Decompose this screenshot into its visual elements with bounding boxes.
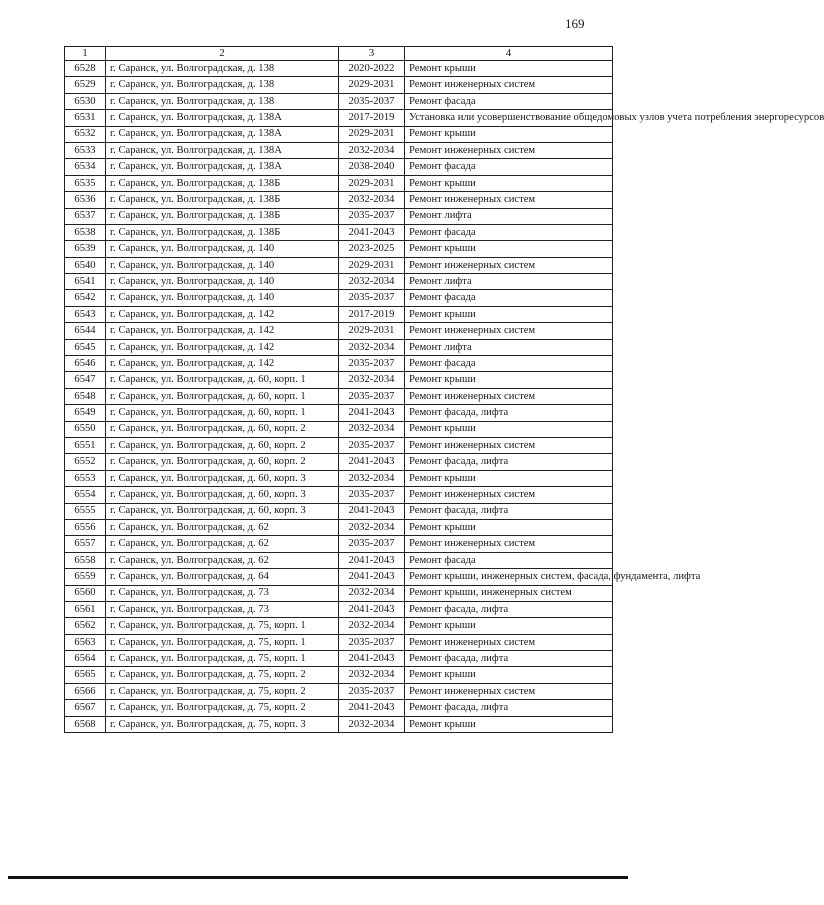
- row-years: 2017-2019: [339, 110, 405, 126]
- row-address: г. Саранск, ул. Волгоградская, д. 75, корп. 1: [106, 618, 339, 634]
- table-row: [65, 323, 613, 339]
- row-number: 6541: [65, 274, 106, 290]
- row-address: г. Саранск, ул. Волгоградская, д. 73: [106, 601, 339, 617]
- row-years: 2041-2043: [339, 569, 405, 585]
- row-work-type: Ремонт крыши: [405, 126, 613, 142]
- row-work-type: Ремонт инженерных систем: [405, 192, 613, 208]
- row-work-type: Ремонт крыши: [405, 372, 613, 388]
- row-work-type: Ремонт фасада: [405, 224, 613, 240]
- row-address: г. Саранск, ул. Волгоградская, д. 75, корп. 2: [106, 683, 339, 699]
- row-work-type: Ремонт инженерных систем: [405, 257, 613, 273]
- row-years: 2023-2025: [339, 241, 405, 257]
- table-row: [65, 339, 613, 355]
- row-address: г. Саранск, ул. Волгоградская, д. 138А: [106, 126, 339, 142]
- table-row: [65, 503, 613, 519]
- row-address: г. Саранск, ул. Волгоградская, д. 62: [106, 552, 339, 568]
- row-number: 6536: [65, 192, 106, 208]
- row-years: 2020-2022: [339, 61, 405, 77]
- table-row: [65, 601, 613, 617]
- row-number: 6565: [65, 667, 106, 683]
- row-work-type: Ремонт крыши: [405, 306, 613, 322]
- row-number: 6559: [65, 569, 106, 585]
- row-number: 6534: [65, 159, 106, 175]
- row-address: г. Саранск, ул. Волгоградская, д. 142: [106, 356, 339, 372]
- table-row: [65, 356, 613, 372]
- row-number: 6545: [65, 339, 106, 355]
- row-work-type: Ремонт крыши: [405, 421, 613, 437]
- row-number: 6533: [65, 142, 106, 158]
- row-work-type: Ремонт инженерных систем: [405, 388, 613, 404]
- row-work-type: Ремонт крыши: [405, 470, 613, 486]
- row-number: 6554: [65, 487, 106, 503]
- row-work-type: Ремонт фасада, лифта: [405, 405, 613, 421]
- row-address: г. Саранск, ул. Волгоградская, д. 60, корп. 1: [106, 388, 339, 404]
- row-years: 2032-2034: [339, 585, 405, 601]
- table-row: [65, 470, 613, 486]
- table-row: [65, 454, 613, 470]
- row-years: 2032-2034: [339, 519, 405, 535]
- row-work-type: Ремонт инженерных систем: [405, 77, 613, 93]
- table-row: [65, 683, 613, 699]
- table-row: [65, 569, 613, 585]
- row-work-type: Ремонт фасада: [405, 290, 613, 306]
- row-years: 2032-2034: [339, 618, 405, 634]
- row-work-type: Ремонт инженерных систем: [405, 323, 613, 339]
- row-work-type: Ремонт лифта: [405, 208, 613, 224]
- row-number: 6564: [65, 651, 106, 667]
- row-years: 2029-2031: [339, 126, 405, 142]
- row-number: 6567: [65, 700, 106, 716]
- table-row: [65, 405, 613, 421]
- row-number: 6547: [65, 372, 106, 388]
- row-address: г. Саранск, ул. Волгоградская, д. 73: [106, 585, 339, 601]
- table-body: [65, 61, 824, 733]
- row-number: 6551: [65, 437, 106, 453]
- row-number: 6535: [65, 175, 106, 191]
- row-number: 6548: [65, 388, 106, 404]
- row-address: г. Саранск, ул. Волгоградская, д. 138: [106, 77, 339, 93]
- row-address: г. Саранск, ул. Волгоградская, д. 140: [106, 257, 339, 273]
- table-row: [65, 667, 613, 683]
- table-row: [65, 716, 613, 732]
- header-col-4: 4: [405, 47, 613, 61]
- row-work-type: Ремонт фасада, лифта: [405, 454, 613, 470]
- row-address: г. Саранск, ул. Волгоградская, д. 60, корп. 1: [106, 405, 339, 421]
- table-row: [65, 241, 613, 257]
- row-work-type: Ремонт фасада, лифта: [405, 651, 613, 667]
- table-row: [65, 634, 613, 650]
- row-number: 6550: [65, 421, 106, 437]
- row-number: 6558: [65, 552, 106, 568]
- header-col-3: 3: [339, 47, 405, 61]
- table-row: [65, 208, 613, 224]
- row-years: 2029-2031: [339, 175, 405, 191]
- table-row: [65, 651, 613, 667]
- table-row: [65, 388, 613, 404]
- row-number: 6555: [65, 503, 106, 519]
- page-number: 169: [565, 16, 585, 31]
- row-address: г. Саранск, ул. Волгоградская, д. 60, корп. 3: [106, 503, 339, 519]
- row-years: 2035-2037: [339, 487, 405, 503]
- table-row: [65, 257, 613, 273]
- row-address: г. Саранск, ул. Волгоградская, д. 138: [106, 61, 339, 77]
- row-years: 2035-2037: [339, 388, 405, 404]
- row-address: г. Саранск, ул. Волгоградская, д. 60, корп. 3: [106, 470, 339, 486]
- row-years: 2032-2034: [339, 667, 405, 683]
- row-address: г. Саранск, ул. Волгоградская, д. 138Б: [106, 208, 339, 224]
- row-address: г. Саранск, ул. Волгоградская, д. 75, корп. 1: [106, 634, 339, 650]
- table-row: [65, 175, 613, 191]
- row-address: г. Саранск, ул. Волгоградская, д. 75, корп. 2: [106, 700, 339, 716]
- row-years: 2041-2043: [339, 601, 405, 617]
- row-work-type: Установка или усовершенствование общедомовых узлов учета потребления энергоресурсов: [405, 110, 613, 126]
- table-header: [65, 47, 613, 61]
- row-number: 6561: [65, 601, 106, 617]
- table-row: [65, 110, 613, 126]
- row-number: 6542: [65, 290, 106, 306]
- row-years: 2032-2034: [339, 716, 405, 732]
- table-row: [65, 700, 613, 716]
- row-work-type: Ремонт крыши: [405, 61, 613, 77]
- table-row: [65, 77, 613, 93]
- row-work-type: Ремонт крыши, инженерных систем, фасада, фундамента, лифта: [405, 569, 613, 585]
- row-years: 2035-2037: [339, 683, 405, 699]
- row-address: г. Саранск, ул. Волгоградская, д. 75, корп. 2: [106, 667, 339, 683]
- row-years: 2032-2034: [339, 192, 405, 208]
- row-years: 2032-2034: [339, 421, 405, 437]
- row-address: г. Саранск, ул. Волгоградская, д. 142: [106, 323, 339, 339]
- row-number: 6539: [65, 241, 106, 257]
- row-years: 2041-2043: [339, 224, 405, 240]
- row-address: г. Саранск, ул. Волгоградская, д. 140: [106, 290, 339, 306]
- row-address: г. Саранск, ул. Волгоградская, д. 60, корп. 2: [106, 454, 339, 470]
- row-address: г. Саранск, ул. Волгоградская, д. 142: [106, 306, 339, 322]
- row-years: 2032-2034: [339, 142, 405, 158]
- table-row: [65, 536, 613, 552]
- row-work-type: Ремонт инженерных систем: [405, 683, 613, 699]
- row-address: г. Саранск, ул. Волгоградская, д. 138: [106, 93, 339, 109]
- table-row: [65, 159, 613, 175]
- row-years: 2032-2034: [339, 372, 405, 388]
- row-address: г. Саранск, ул. Волгоградская, д. 60, корп. 3: [106, 487, 339, 503]
- row-work-type: Ремонт крыши: [405, 175, 613, 191]
- row-years: 2029-2031: [339, 257, 405, 273]
- table-row: [65, 519, 613, 535]
- header-row: [65, 47, 613, 61]
- table-row: [65, 93, 613, 109]
- row-years: 2041-2043: [339, 700, 405, 716]
- row-years: 2041-2043: [339, 651, 405, 667]
- row-years: 2035-2037: [339, 634, 405, 650]
- table-row: [65, 61, 613, 77]
- row-number: 6552: [65, 454, 106, 470]
- row-years: 2035-2037: [339, 290, 405, 306]
- row-work-type: Ремонт инженерных систем: [405, 142, 613, 158]
- row-number: 6529: [65, 77, 106, 93]
- row-years: 2041-2043: [339, 454, 405, 470]
- row-work-type: Ремонт крыши: [405, 667, 613, 683]
- row-address: г. Саранск, ул. Волгоградская, д. 138Б: [106, 175, 339, 191]
- row-address: г. Саранск, ул. Волгоградская, д. 138А: [106, 142, 339, 158]
- table-row: [65, 126, 613, 142]
- row-number: 6557: [65, 536, 106, 552]
- row-number: 6563: [65, 634, 106, 650]
- row-work-type: Ремонт фасада, лифта: [405, 700, 613, 716]
- row-years: 2041-2043: [339, 552, 405, 568]
- row-years: 2041-2043: [339, 503, 405, 519]
- row-work-type: Ремонт фасада: [405, 356, 613, 372]
- row-number: 6562: [65, 618, 106, 634]
- table-row: [65, 290, 613, 306]
- row-number: 6543: [65, 306, 106, 322]
- table-row: [65, 372, 613, 388]
- repair-schedule-table: [64, 46, 824, 733]
- row-years: 2032-2034: [339, 274, 405, 290]
- row-address: г. Саранск, ул. Волгоградская, д. 142: [106, 339, 339, 355]
- row-number: 6538: [65, 224, 106, 240]
- row-number: 6560: [65, 585, 106, 601]
- row-address: г. Саранск, ул. Волгоградская, д. 60, корп. 2: [106, 421, 339, 437]
- row-years: 2029-2031: [339, 77, 405, 93]
- table-row: [65, 224, 613, 240]
- table-row: [65, 437, 613, 453]
- row-address: г. Саранск, ул. Волгоградская, д. 62: [106, 536, 339, 552]
- row-number: 6532: [65, 126, 106, 142]
- row-address: г. Саранск, ул. Волгоградская, д. 138А: [106, 110, 339, 126]
- row-number: 6537: [65, 208, 106, 224]
- row-work-type: Ремонт крыши: [405, 618, 613, 634]
- table-row: [65, 552, 613, 568]
- row-address: г. Саранск, ул. Волгоградская, д. 138Б: [106, 192, 339, 208]
- row-number: 6530: [65, 93, 106, 109]
- row-years: 2035-2037: [339, 437, 405, 453]
- row-years: 2029-2031: [339, 323, 405, 339]
- row-work-type: Ремонт инженерных систем: [405, 634, 613, 650]
- table-row: [65, 585, 613, 601]
- row-work-type: Ремонт инженерных систем: [405, 536, 613, 552]
- row-work-type: Ремонт крыши: [405, 716, 613, 732]
- table-row: [65, 274, 613, 290]
- row-number: 6549: [65, 405, 106, 421]
- row-address: г. Саранск, ул. Волгоградская, д. 75, корп. 1: [106, 651, 339, 667]
- row-address: г. Саранск, ул. Волгоградская, д. 75, корп. 3: [106, 716, 339, 732]
- row-number: 6566: [65, 683, 106, 699]
- row-work-type: Ремонт фасада: [405, 552, 613, 568]
- row-address: г. Саранск, ул. Волгоградская, д. 60, корп. 2: [106, 437, 339, 453]
- table-row: [65, 618, 613, 634]
- table-row: [65, 306, 613, 322]
- row-number: 6531: [65, 110, 106, 126]
- row-years: 2032-2034: [339, 339, 405, 355]
- table-row: [65, 192, 613, 208]
- row-years: 2035-2037: [339, 208, 405, 224]
- table-row: [65, 142, 613, 158]
- row-number: 6553: [65, 470, 106, 486]
- row-number: 6544: [65, 323, 106, 339]
- table-row: [65, 421, 613, 437]
- row-number: 6540: [65, 257, 106, 273]
- table-row: [65, 487, 613, 503]
- row-address: г. Саранск, ул. Волгоградская, д. 64: [106, 569, 339, 585]
- row-address: г. Саранск, ул. Волгоградская, д. 62: [106, 519, 339, 535]
- row-work-type: Ремонт крыши: [405, 241, 613, 257]
- bottom-rule: [8, 876, 628, 879]
- row-address: г. Саранск, ул. Волгоградская, д. 138Б: [106, 224, 339, 240]
- header-col-2: 2: [106, 47, 339, 61]
- row-number: 6546: [65, 356, 106, 372]
- row-number: 6528: [65, 61, 106, 77]
- row-work-type: Ремонт лифта: [405, 339, 613, 355]
- row-years: 2017-2019: [339, 306, 405, 322]
- row-years: 2041-2043: [339, 405, 405, 421]
- row-address: г. Саранск, ул. Волгоградская, д. 140: [106, 274, 339, 290]
- row-work-type: Ремонт лифта: [405, 274, 613, 290]
- row-number: 6568: [65, 716, 106, 732]
- row-address: г. Саранск, ул. Волгоградская, д. 140: [106, 241, 339, 257]
- row-years: 2035-2037: [339, 536, 405, 552]
- row-work-type: Ремонт инженерных систем: [405, 437, 613, 453]
- row-years: 2035-2037: [339, 93, 405, 109]
- row-work-type: Ремонт фасада, лифта: [405, 601, 613, 617]
- header-col-1: 1: [65, 47, 106, 61]
- row-address: г. Саранск, ул. Волгоградская, д. 138А: [106, 159, 339, 175]
- row-work-type: Ремонт крыши: [405, 519, 613, 535]
- row-work-type: Ремонт крыши, инженерных систем: [405, 585, 613, 601]
- row-years: 2032-2034: [339, 470, 405, 486]
- row-work-type: Ремонт инженерных систем: [405, 487, 613, 503]
- row-years: 2038-2040: [339, 159, 405, 175]
- row-work-type: Ремонт фасада, лифта: [405, 503, 613, 519]
- row-work-type: Ремонт фасада: [405, 159, 613, 175]
- row-work-type: Ремонт фасада: [405, 93, 613, 109]
- row-address: г. Саранск, ул. Волгоградская, д. 60, корп. 1: [106, 372, 339, 388]
- row-number: 6556: [65, 519, 106, 535]
- row-years: 2035-2037: [339, 356, 405, 372]
